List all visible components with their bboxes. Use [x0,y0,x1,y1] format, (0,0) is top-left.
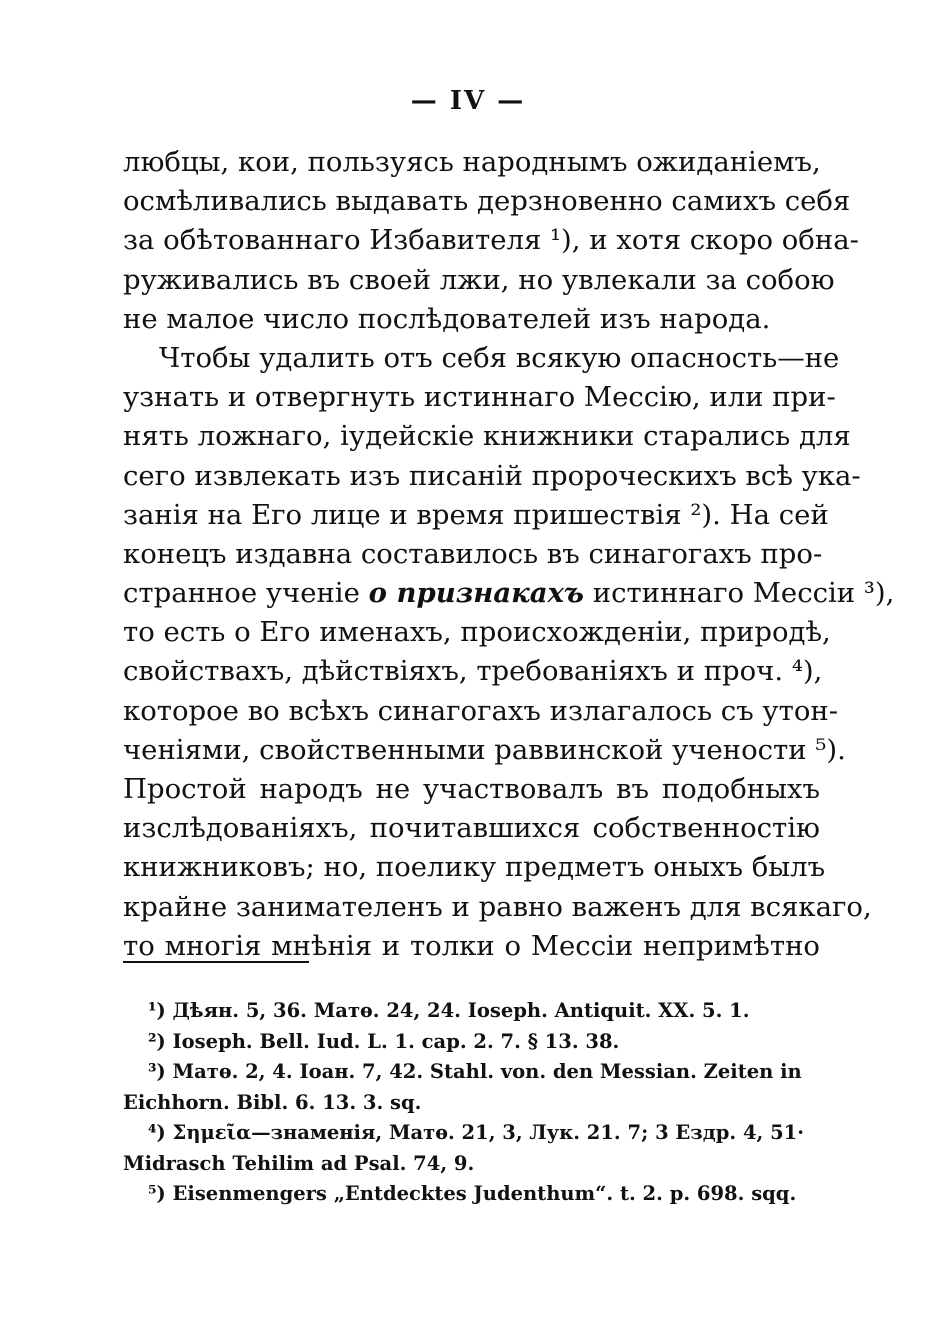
text-line: не малое число послѣдователей изъ народа. [123,302,771,335]
text-line: книжниковъ; но, поелику предметъ оныхъ былъ [123,851,826,884]
text-line: Чтобы удалить отъ себя всякую опасность—не [159,341,840,374]
text-line: конецъ издавна составилось въ синагогахъ про- [123,537,823,570]
footnote-4: ⁴) Σημεῖα—знаменія, Матѳ. 21, 3, Лук. 21. 7; 3 Ездр. 4, 51· [148,1121,805,1144]
footnote-divider [123,961,309,963]
footnote-3: ³) Матѳ. 2, 4. Іоан. 7, 42. Stahl. von. den Messian. Zeiten in [148,1060,802,1083]
text-line: то многія мнѣнія и толки о Мессіи непримѣтно [123,929,820,962]
text-line: крайне занимателенъ и равно важенъ для всякаго, [123,890,872,923]
footnote-3-continued: Eichhorn. Bibl. 6. 13. 3. sq. [123,1090,422,1114]
text-line: нять ложнаго, іудейскіе книжники старались для [123,420,851,453]
text-line: узнать и отвергнуть истиннаго Мессію, или при- [123,381,836,414]
footnote-4-continued: Midrasch Tehilim ad Psal. 74, 9. [123,1151,475,1175]
text-line-with-italic [123,574,895,613]
footnote-5: ⁵) Eisenmengers „Entdecktes Judenthum“. t. 2. p. 698. sqq. [148,1182,797,1205]
text-line: свойствахъ, дѣйствіяхъ, требованіяхъ и проч. ⁴), [123,655,823,688]
text-line: то есть о Его именахъ, происхожденіи, природѣ, [123,616,831,649]
footnote-1: ¹) Дѣян. 5, 36. Матѳ. 24, 24. Ioseph. Antiquit. XX. 5. 1. [148,999,750,1022]
page-number: — IV — [410,86,526,116]
text-line: ченіями, свойственными раввинской учености ⁵). [123,733,846,766]
text-line: любцы, кои, пользуясь народнымъ ожиданіемъ, [123,146,821,178]
text-line: осмѣливались выдавать дерзновенно самихъ себя [123,185,851,218]
text-segment: странное ученіе [123,577,369,610]
text-line: сего извлекать изъ писаній пророческихъ всѣ ука- [123,459,861,492]
footnote-2: ²) Ioseph. Bell. Iud. L. 1. cap. 2. 7. § 13. 38. [148,1029,620,1053]
text-line: которое во всѣхъ синагогахъ излагалось съ утон- [123,694,838,727]
text-line: за обѣтованнаго Избавителя ¹), и хотя скоро обна- [123,224,859,257]
italic-phrase: о признакахъ [368,577,584,610]
main-text [123,143,895,966]
text-line: руживались въ своей лжи, но увлекали за собою [123,263,835,296]
text-line: Простой народъ не участвовалъ въ подобныхъ [123,773,820,805]
footnotes [123,996,820,1210]
text-line: изслѣдованіяхъ, почитавшихся собственностію [123,812,820,845]
text-line: занія на Его лице и время пришествія ²). На сей [123,498,829,531]
text-segment: истиннаго Мессіи ³), [584,577,895,610]
